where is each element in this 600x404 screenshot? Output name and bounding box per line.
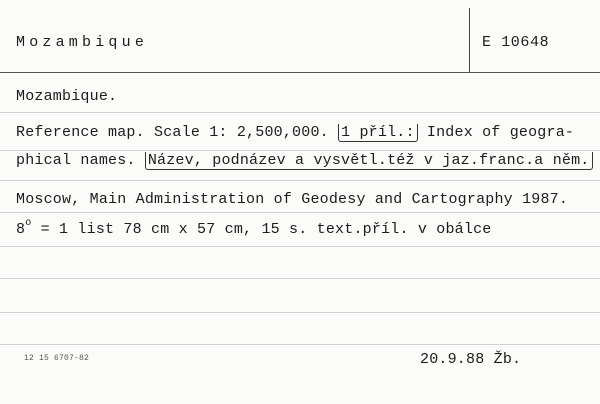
description-text: Reference map. Scale 1: 2,500,000. — [16, 124, 339, 141]
header-bottom-rule — [0, 72, 600, 73]
description-line-1 — [16, 124, 574, 142]
date-initials: 20.9.88 Žb. — [420, 351, 522, 368]
publication-line: Moscow, Main Administration of Geodesy and Cartography 1987. — [16, 191, 569, 208]
header-divider — [469, 8, 470, 72]
physical-description-line — [16, 218, 492, 239]
ruled-line — [0, 212, 600, 213]
ruled-line — [0, 344, 600, 345]
supplement-bracket: 1 příl.: — [338, 124, 418, 142]
ruled-line — [0, 278, 600, 279]
title-entry: Mozambique. — [16, 88, 118, 105]
card-heading: Mozambique — [16, 34, 149, 51]
ruled-line — [0, 150, 600, 151]
description-line-2 — [16, 152, 593, 170]
language-note-bracket: Název, podnázev a vysvětl.též v jaz.franc.a něm. — [145, 152, 593, 170]
ruled-line — [0, 112, 600, 113]
description-text: phical names. — [16, 152, 145, 169]
ruled-line — [0, 180, 600, 181]
ruled-line — [0, 312, 600, 313]
ruled-line — [0, 246, 600, 247]
description-text: Index of geogra- — [417, 124, 575, 141]
print-code: 12 15 6707-82 — [24, 354, 90, 363]
extent-text: = 1 list 78 cm x 57 cm, 15 s. text.příl. v obálce — [31, 221, 492, 238]
format-number: 8 — [16, 221, 26, 238]
call-number: E 10648 — [482, 34, 550, 51]
format-degree: o — [25, 218, 32, 229]
